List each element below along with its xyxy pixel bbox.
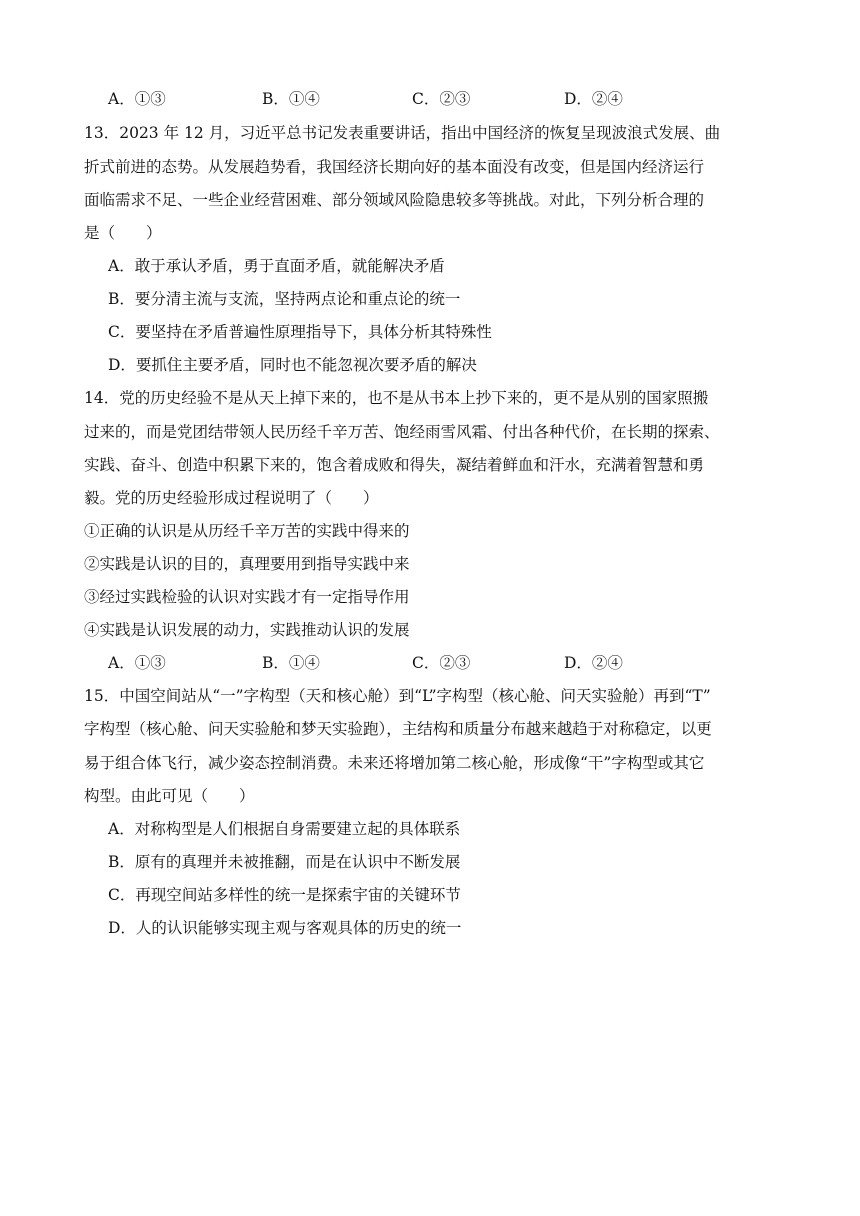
q14-stem-line-2: 过来的，而是党团结带领人民历经千辛万苦、饱经雨雪风霜、付出各种代价，在长期的探索、 (84, 423, 720, 441)
q12-option-b: B．①④ (262, 90, 320, 108)
q13-stem-line-4: 是（ ） (84, 224, 162, 242)
q13-stem-line-2: 折式前进的态势。从发展趋势看，我国经济长期向好的基本面没有改变，但是国内经济运行 (84, 158, 705, 176)
q14-option-b: B．①④ (262, 654, 320, 672)
q15-stem-line-1: 15．中国空间站从“一”字构型（天和核心舱）到“L”字构型（核心舱、问天实验舱）再到“T” (84, 687, 711, 705)
q14-statement-1: ①正确的认识是从历经千辛万苦的实践中得来的 (84, 522, 410, 540)
q13-option-a: A．敢于承认矛盾，勇于直面矛盾，就能解决矛盾 (108, 257, 445, 275)
q14-statement-3: ③经过实践检验的认识对实践才有一定指导作用 (84, 588, 410, 606)
q14-stem-line-3: 实践、奋斗、创造中积累下来的，饱含着成败和得失，凝结着鲜血和汗水，充满着智慧和勇 (84, 456, 705, 474)
q15-stem-line-4: 构型。由此可见（ ） (84, 787, 255, 805)
q14-stem-line-1: 14．党的历史经验不是从天上掉下来的，也不是从书本上抄下来的，更不是从别的国家照搬 (84, 389, 709, 407)
q15-option-c: C．再现空间站多样性的统一是探索宇宙的关键环节 (108, 886, 461, 904)
q15-option-a: A．对称构型是人们根据自身需要建立起的具体联系 (108, 820, 461, 838)
q15-stem-line-2: 字构型（核心舱、问天实验舱和梦天实验跑），主结构和质量分布越来越趋于对称稳定，以更 (84, 720, 712, 738)
q13-stem-line-3: 面临需求不足、一些企业经营困难、部分领域风险隐患较多等挑战。对此，下列分析合理的 (84, 191, 705, 209)
q13-stem-line-1: 13．2023 年 12 月，习近平总书记发表重要讲话，指出中国经济的恢复呈现波浪式发展、曲 (84, 124, 721, 142)
q12-option-d: D．②④ (564, 90, 623, 108)
q15-option-b: B．原有的真理并未被推翻，而是在认识中不断发展 (108, 853, 461, 871)
q13-option-c: C．要坚持在矛盾普遍性原理指导下，具体分析其特殊性 (108, 323, 492, 341)
q12-option-c: C．②③ (412, 90, 471, 108)
q12-option-a: A．①③ (108, 90, 166, 108)
q13-option-d: D．要抓住主要矛盾，同时也不能忽视次要矛盾的解决 (108, 356, 477, 374)
q14-statement-4: ④实践是认识发展的动力，实践推动认识的发展 (84, 621, 410, 639)
q15-option-d: D．人的认识能够实现主观与客观具体的历史的统一 (108, 919, 462, 937)
q13-option-b: B．要分清主流与支流，坚持两点论和重点论的统一 (108, 290, 461, 308)
q14-option-d: D．②④ (564, 654, 623, 672)
q14-option-c: C．②③ (412, 654, 471, 672)
q14-option-a: A．①③ (108, 654, 166, 672)
q15-stem-line-3: 易于组合体飞行，减少姿态控制消费。未来还将增加第二核心舱，形成像“干”字构型或其它 (84, 754, 705, 772)
q14-stem-line-4: 毅。党的历史经验形成过程说明了（ ） (84, 489, 379, 507)
q14-statement-2: ②实践是认识的目的，真理要用到指导实践中来 (84, 555, 410, 573)
